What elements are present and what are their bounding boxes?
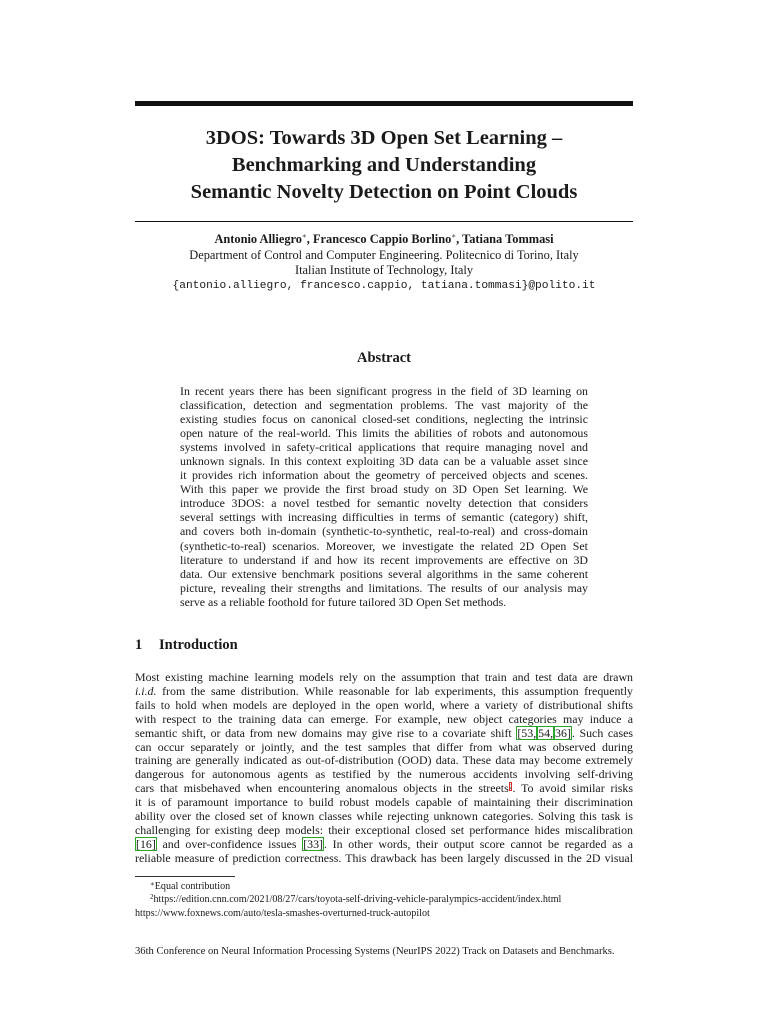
title-line: Semantic Novelty Detection on Point Clouds [190,181,578,203]
abstract-line: existing studies focus on canonical closed-set conditions, neglecting the intrinsic [180,412,588,427]
footnote-1 [135,880,633,893]
iid-italic: i.i.d. [135,683,157,698]
author-name: Tatiana Tommasi [462,232,554,246]
abstract-line: classification, detection and segmentation problems. The vast majority of the [180,398,588,413]
intro-line: fails to hold when models are deployed in the open world, where a variety of distributional shifts [135,697,633,712]
intro-line [135,782,633,796]
intro-line: can occur separately or jointly, and the test samples that differ from what was observed during [135,739,633,754]
equal-contribution-mark: ∗ [451,232,457,240]
footnote-mark: ∗ [150,880,155,888]
abstract-line: introduce 3DOS: a novel testbed for semantic novelty detection that considers [180,496,588,511]
citation-link-33[interactable]: [33] [303,836,323,851]
title-top-rule [135,101,633,106]
author-block [135,232,633,294]
abstract-line: literature to understand if and how its recent improvements are effective on 3D [180,552,588,567]
title-line: 3DOS: Towards 3D Open Set Learning – [205,127,563,149]
conference-footer: 36th Conference on Neural Information Processing Systems (NeurIPS 2022) Track on Datasets and Benchmarks. [135,946,615,957]
abstract-line: open nature of the real-world. This limits the abilities of robots and autonomous [180,426,588,441]
intro-line [135,838,633,852]
abstract-line: data. Our extensive benchmark positions several algorithms in the same coherent [180,566,588,581]
abstract-heading: Abstract [357,350,411,366]
author-separator: , [456,232,463,246]
title-line: Benchmarking and Understanding [231,154,537,176]
section-number: 1 [135,637,143,653]
section-title: Introduction [159,637,238,653]
intro-line [135,727,633,741]
abstract-line: and covers both in-domain (synthetic-to-synthetic, real-to-real) and cross-domain [180,524,588,539]
author-separator: , [306,232,313,246]
abstract-line: serve as a reliable foothold for future tailored 3D Open Set methods. [180,594,507,609]
author-name: Francesco Cappio Borlino [312,232,452,246]
citation-link-36[interactable]: 36] [555,725,571,740]
citation-link-53[interactable]: [53, [517,725,537,740]
intro-line: it is of paramount importance to build robust models capable of maintaining their discrimination [135,795,633,810]
intro-line [135,685,633,699]
intro-line: challenging for existing deep models: their exceptional closed set performance hides miscalibration [135,822,633,837]
citation-link-54[interactable]: 54, [538,725,554,740]
paper-title [135,125,633,206]
intro-line: Most existing machine learning models rely on the assumption that train and test data are drawn [135,670,633,684]
intro-text: and over-confidence issues [156,836,303,851]
author-names [135,232,633,248]
footnotes [135,880,633,920]
title-bottom-rule [135,221,633,222]
intro-text: . To avoid similar risks [512,781,633,796]
abstract-line: it provides rich information about the geometry of perceived objects and scenes. [180,468,588,483]
intro-text: . Such cases [571,725,633,740]
abstract-line: (synthetic-to-real) scenarios. Moreover, we investigate the related 2D Open Set [180,538,588,553]
footnote-2-cont[interactable]: https://www.foxnews.com/auto/tesla-smashes-overturned-truck-autopilot [135,907,430,919]
intro-line: dangerous for autonomous agents as testified by the numerous accidents involving self-driving [135,767,633,782]
introduction-text [135,671,633,866]
citation-link-16[interactable]: [16] [136,836,156,851]
footnote-text: Equal contribution [154,881,231,892]
footnote-url-link[interactable]: https://edition.cnn.com/2021/08/27/cars/toyota-self-driving-vehicle-paralympics-accident/index.html [153,894,562,906]
intro-line: with respect to the training data can emerge. For example, new object categories may induce a [135,711,633,726]
intro-line: ability over the closed set of known classes while rejecting unknown categories. Solving this task is [135,809,633,824]
intro-text: from the same distribution. While reasonable for lab experiments, this assumption frequently [156,683,633,698]
affiliation: Department of Control and Computer Engineering. Politecnico di Torino, Italy [189,247,579,262]
abstract-text [180,384,588,609]
abstract-line: In recent years there has been significant progress in the field of 3D learning on [180,384,588,398]
footnote-rule [135,876,235,877]
intro-line: training are generally indicated as out-of-distribution (OOD) data. These data may become extremely [135,753,633,768]
abstract-line: With this paper we provide the first broad study on 3D Open Set learning. We [180,482,588,497]
author-emails: {antonio.alliegro, francesco.cappio, tatiana.tommasi}@polito.it [172,279,596,292]
abstract-line: systems involved in safety-critical applications that require managing novel and [180,440,588,455]
author-name: Antonio Alliegro [214,232,302,246]
abstract-line: unknown signals. In this context exploiting 3D data can be a valuable asset since [180,454,588,469]
intro-line: reliable measure of prediction correctness. This drawback has been largely discussed in the 2D visual [135,850,633,865]
footnote-mark: 2 [150,893,154,902]
abstract-line: picture, revealing their strengths and limitations. The results of our analysis may [180,580,588,595]
intro-text: cars that misbehaved when encountering anomalous objects in the streets [135,781,509,796]
intro-text: semantic shift, or data from new domains may give rise to a covariate shift [135,725,517,740]
intro-text: . In other words, their output score cannot be regarded as a [324,836,633,851]
abstract-line: several settings with increasing difficulties in terms of semantic (category) shift, [180,510,588,525]
section-heading-introduction [135,637,238,654]
footnote-link-2[interactable]: 2 [508,782,513,792]
footnote-2 [135,893,633,906]
affiliation: Italian Institute of Technology, Italy [294,263,474,277]
equal-contribution-mark: ∗ [301,232,307,240]
